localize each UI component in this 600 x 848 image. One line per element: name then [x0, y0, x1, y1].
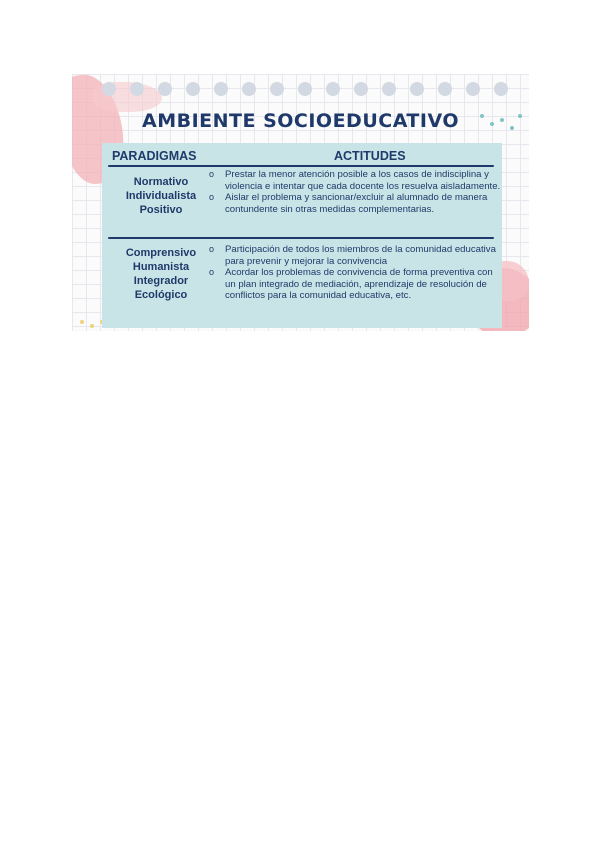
- paradigm-label: Ecológico: [134, 289, 188, 301]
- binder-dot: [214, 82, 228, 96]
- binder-dot: [326, 82, 340, 96]
- binder-dot: [494, 82, 508, 96]
- binder-dots: [72, 82, 529, 102]
- paradigm-label: Individualista: [125, 190, 197, 202]
- paradigm-label: Humanista: [132, 261, 190, 273]
- decor-dot: [90, 324, 94, 328]
- bullet-icon: o: [209, 244, 215, 254]
- list-item: o Acordar los problemas de convivencia de forma preventiva con un plan integrado de mediación, aprendizaje de resolución de conflictos para la comunidad educativa, etc.: [209, 267, 493, 302]
- list-item: o Prestar la menor atención posible a los casos de indisciplina y violencia e intentar que cada docente los resuelva aisladamente.: [209, 169, 501, 192]
- list-item: o Aislar el problema y sancionar/excluir al alumnado de manera contundente sin otras medidas complementarias.: [209, 192, 488, 215]
- infographic-card: [72, 74, 529, 331]
- column-header-actitudes: ACTITUDES: [334, 149, 406, 163]
- binder-dot: [158, 82, 172, 96]
- bullet-icon: o: [209, 169, 215, 179]
- binder-dot: [438, 82, 452, 96]
- list-item: o Participación de todos los miembros de la comunidad educativa para prevenir y mejorar la convivencia: [209, 244, 496, 267]
- binder-dot: [354, 82, 368, 96]
- column-header-paradigmas: PARADIGMAS: [112, 149, 197, 163]
- attitudes-list-1: [207, 169, 502, 215]
- content-panel: [102, 143, 502, 328]
- paradigm-label: Comprensivo: [125, 247, 197, 259]
- binder-dot: [186, 82, 200, 96]
- binder-dot: [466, 82, 480, 96]
- divider: [108, 237, 494, 239]
- paradigm-label: Normativo: [133, 176, 189, 188]
- attitudes-list-2: [207, 244, 502, 302]
- bullet-icon: o: [209, 267, 215, 278]
- paradigm-group-2: [102, 246, 220, 302]
- paradigm-label: Positivo: [139, 204, 183, 216]
- binder-dot: [102, 82, 116, 96]
- binder-dot: [382, 82, 396, 96]
- divider: [108, 165, 494, 167]
- binder-dot: [130, 82, 144, 96]
- binder-dot: [270, 82, 284, 96]
- paradigm-label: Integrador: [133, 275, 189, 287]
- decor-dot: [80, 320, 84, 324]
- paradigm-group-1: [102, 175, 220, 217]
- page-title: AMBIENTE SOCIOEDUCATIVO: [141, 110, 459, 132]
- bullet-icon: o: [209, 192, 215, 203]
- binder-dot: [242, 82, 256, 96]
- binder-dot: [298, 82, 312, 96]
- binder-dot: [410, 82, 424, 96]
